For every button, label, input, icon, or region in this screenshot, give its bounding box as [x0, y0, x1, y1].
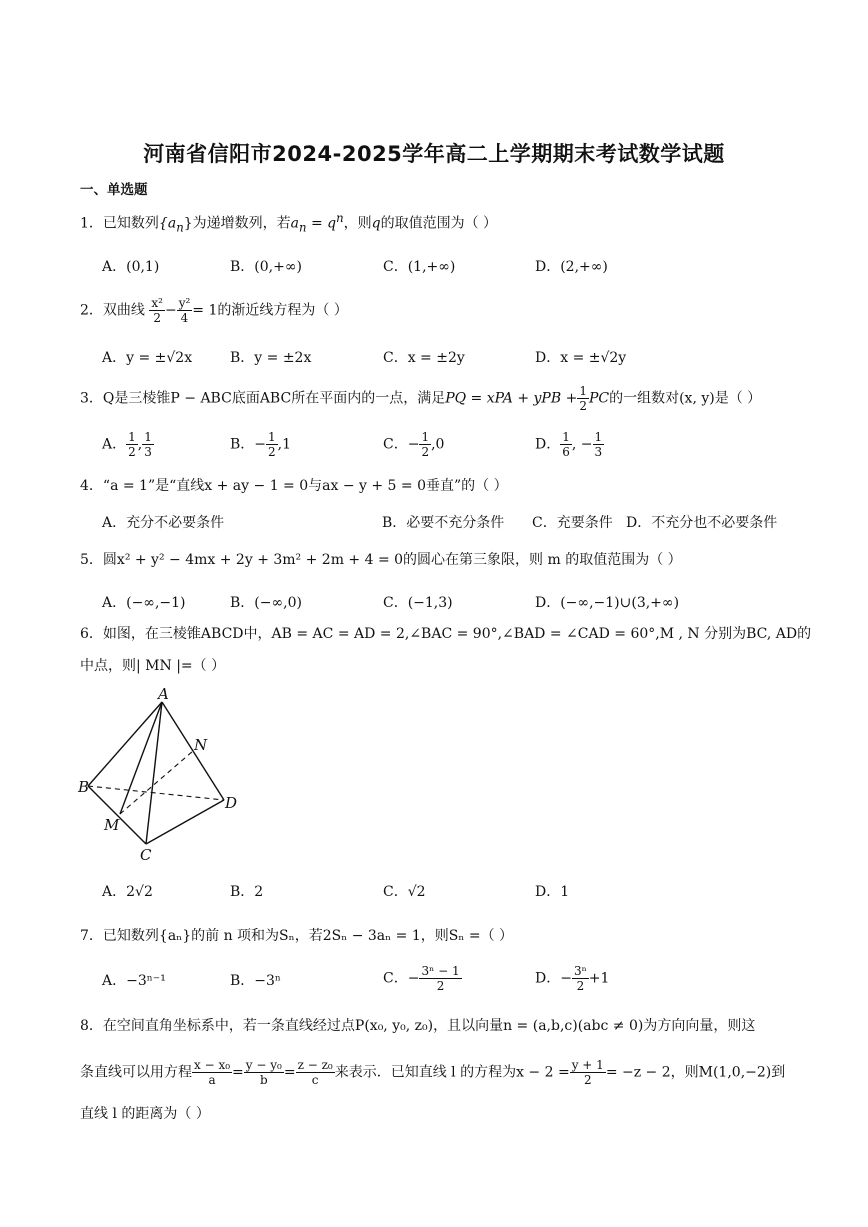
- question-1-options: [102, 256, 802, 284]
- option-a[interactable]: A．2√2: [102, 884, 153, 900]
- section-heading: 一、单选题: [80, 182, 148, 198]
- question-8-line2: 条直线可以用方程 $\frac{\text{x − x₀}}{a}$ = $\frac{\text{y − y₀}}{b}$ = $\frac{\text{z − z₀}}{c}$ 来表示．已知直线 l 的方程为x − 2 = $\frac{y + 1}{2}$ = −z − 2，则M(1,0,−2)到: [80, 1058, 786, 1087]
- question-5-options: [102, 592, 802, 620]
- option-d[interactable]: D．(2,+∞): [535, 259, 608, 275]
- question-6: 6．如图，在三棱锥ABCD中，AB = AC = AD = 2,∠BAC = 90°,∠BAD = ∠CAD = 60°,M , N 分别为BC, AD的: [80, 626, 812, 642]
- option-c[interactable]: C．(1,+∞): [383, 259, 456, 275]
- question-3-options: [102, 430, 802, 458]
- question-8-line3: 直线 l 的距离为（ ）: [80, 1106, 210, 1122]
- tetrahedron-figure: [76, 684, 256, 864]
- label-a: A: [158, 685, 169, 703]
- option-b[interactable]: B．− $\frac{1}{2}$ ,1: [230, 430, 292, 459]
- question-2: 2．双曲线 $\frac{\text{x²}}{2}$ − $\frac{\text{y²}}{4}$ = 1的渐近线方程为（ ）: [80, 296, 348, 325]
- option-c[interactable]: C．− $\frac{\text{3ⁿ − 1}}{2}$: [383, 964, 460, 993]
- option-b[interactable]: B．2: [230, 884, 264, 900]
- option-b[interactable]: B．y = ±2x: [230, 350, 312, 366]
- option-d[interactable]: D．− $\frac{\text{3ⁿ}}{2}$ +1: [535, 964, 610, 993]
- option-a[interactable]: A．−3ⁿ⁻¹: [102, 973, 166, 989]
- option-c[interactable]: C．充要条件: [532, 515, 613, 531]
- label-c: C: [140, 846, 152, 864]
- question-2-options: [102, 347, 802, 375]
- option-b[interactable]: B．(0,+∞): [230, 259, 302, 275]
- fraction: $\frac{1}{2}$: [579, 384, 587, 413]
- question-5: 5．圆x² + y² − 4mx + 2y + 3m² + 2m + 4 = 0的圆心在第三象限，则 m 的取值范围为（ ）: [80, 552, 682, 568]
- question-3: 3．Q是三棱锥P − ABC底面ABC所在平面内的一点，满足PQ = xPA + yPB + $\frac{1}{2}$ PC的一组数对(x, y)是（ ）: [80, 384, 762, 413]
- option-a[interactable]: A．(0,1): [102, 259, 160, 275]
- question-6-line2: 中点，则| MN |=（ ）: [80, 658, 226, 674]
- option-d[interactable]: D．x = ±√2y: [535, 350, 627, 366]
- option-d[interactable]: D． $\frac{1}{6}$ , − $\frac{1}{3}$: [535, 430, 603, 459]
- option-d[interactable]: D．(−∞,−1)∪(3,+∞): [535, 595, 680, 611]
- question-8: 8．在空间直角坐标系中，若一条直线经过点P(x₀, y₀, z₀)，且以向量n = (a,b,c)(abc ≠ 0)为方向向量，则这: [80, 1018, 756, 1034]
- option-b[interactable]: B．−3ⁿ: [230, 973, 281, 989]
- option-d[interactable]: D．不充分也不必要条件: [626, 515, 778, 531]
- question-6-options: [102, 881, 802, 909]
- option-c[interactable]: C．(−1,3): [383, 595, 453, 611]
- question-7-options: [102, 964, 802, 992]
- option-a[interactable]: A．(−∞,−1): [102, 595, 186, 611]
- option-c[interactable]: C．√2: [383, 884, 426, 900]
- label-d: D: [225, 794, 238, 812]
- option-a[interactable]: A．y = ±√2x: [102, 350, 193, 366]
- fraction: $\frac{\text{y²}}{4}$: [178, 296, 191, 325]
- option-d[interactable]: D．1: [535, 884, 570, 900]
- option-a[interactable]: A．充分不必要条件: [102, 515, 225, 531]
- option-a[interactable]: A． $\frac{1}{2}$ , $\frac{1}{3}$: [102, 430, 152, 459]
- question-7: 7．已知数列{aₙ}的前 n 项和为Sₙ，若2Sₙ − 3aₙ = 1，则Sₙ =（ ）: [80, 928, 514, 944]
- option-c[interactable]: C．x = ±2y: [383, 350, 465, 366]
- label-n: N: [194, 736, 208, 754]
- label-b: B: [78, 778, 90, 796]
- option-c[interactable]: C．− $\frac{1}{2}$ ,0: [383, 430, 445, 459]
- page-title: 河南省信阳市2024-2025学年高二上学期期末考试数学试题: [143, 142, 725, 166]
- fraction: $\frac{\text{x²}}{2}$: [151, 296, 163, 325]
- label-m: M: [104, 816, 120, 834]
- option-b[interactable]: B．(−∞,0): [230, 595, 302, 611]
- option-b[interactable]: B．必要不充分条件: [382, 515, 505, 531]
- question-1: 1．已知数列$\{a_n\}$为递增数列，若$a_n = q^n$，则q的取值范围为（ ）: [80, 211, 498, 235]
- question-4-options: [102, 512, 802, 540]
- question-4: 4．“a = 1”是“直线x + ay − 1 = 0与ax − y + 5 = 0垂直”的（ ）: [80, 478, 508, 494]
